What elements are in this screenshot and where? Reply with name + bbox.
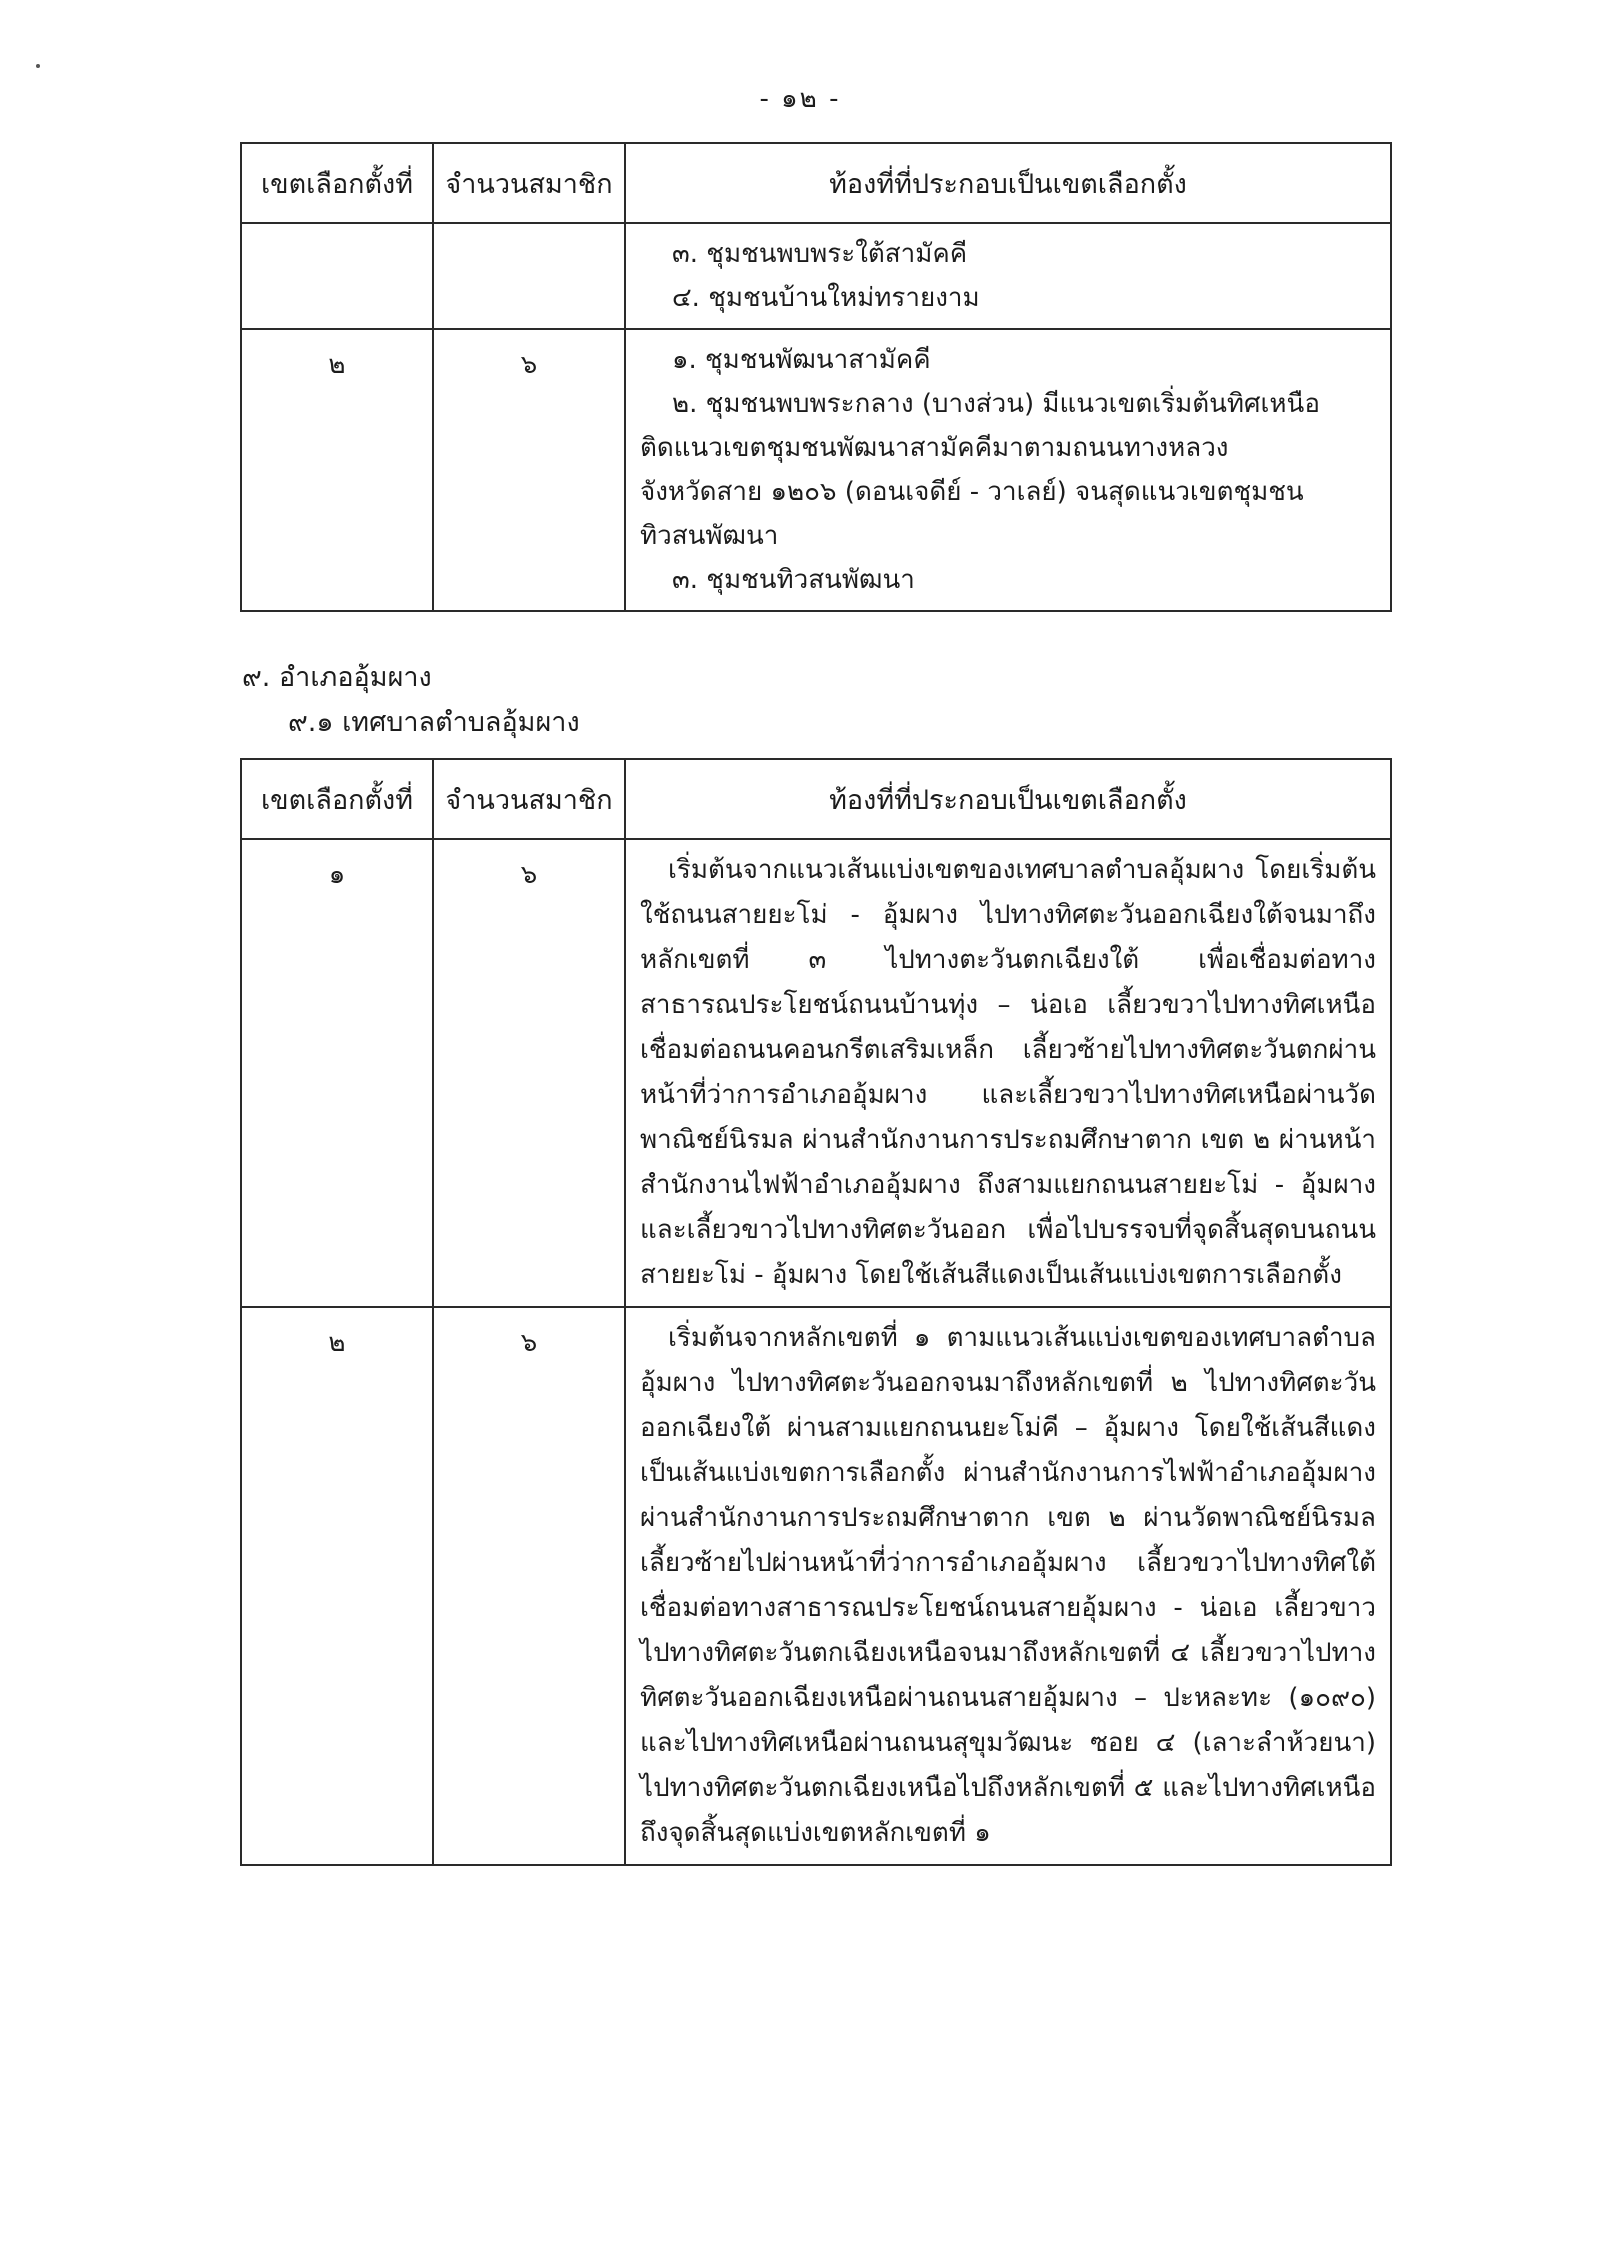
header-district: เขตเลือกตั้งที่ [241,143,433,223]
page-number: - ๑๒ - [759,84,841,114]
members-cell: ๖ [433,1307,625,1865]
header-area: ท้องที่ที่ประกอบเป็นเขตเลือกตั้ง [625,759,1391,839]
section-heading: ๙. อำเภออุ้มผาง [242,662,432,693]
members-cell [433,223,625,329]
district-cell: ๒ [241,329,433,611]
area-line: จังหวัดสาย ๑๒๐๖ (ดอนเจดีย์ - วาเลย์) จนสุดแนวเขตชุมชน [640,477,1304,507]
district-cell [241,223,433,329]
district-cell: ๑ [241,839,433,1307]
subsection-heading: ๙.๑ เทศบาลตำบลอุ้มผาง [288,707,580,738]
table-header-row [241,759,1391,839]
table-row [241,1307,1391,1865]
district-table-continued [240,142,1392,612]
table-row [241,329,1391,611]
members-cell: ๖ [433,839,625,1307]
table-row [241,223,1391,329]
members-cell: ๖ [433,329,625,611]
scan-speck [36,64,40,68]
area-description: เริ่มต้นจากแนวเส้นแบ่งเขตของเทศบาลตำบลอุ้มผาง โดยเริ่มต้นใช้ถนนสายยะโม่ - อุ้มผาง ไปทางทิศตะวันออกเฉียงใต้จนมาถึงหลักเขตที่ ๓ ไปทางตะวันตกเฉียงใต้ เพื่อเชื่อมต่อทางสาธารณประโยชน์ถนนบ้านทุ่ง – น่อเอ เลี้ยวขวาไปทางทิศเหนือ เชื่อมต่อถนนคอนกรีตเสริมเหล็ก เลี้ยวซ้ายไปทางทิศตะวันตกผ่านหน้าที่ว่าการอำเภออุ้มผาง และเลี้ยวขวาไปทางทิศเหนือผ่านวัดพาณิชย์นิรมล ผ่านสำนักงานการประถมศึกษาตาก เขต ๒ ผ่านหน้าสำนักงานไฟฟ้าอำเภออุ้มผาง ถึงสามแยกถนนสายยะโม่ - อุ้มผาง และเลี้ยวขาวไปทางทิศตะวันออก เพื่อไปบรรจบที่จุดสิ้นสุดบนถนนสายยะโม่ - อุ้มผาง โดยใช้เส้นสีแดงเป็นเส้นแบ่งเขตการเลือกตั้ง [640,855,1376,1290]
area-cell [625,329,1391,611]
header-members: จำนวนสมาชิก [433,759,625,839]
area-description: เริ่มต้นจากหลักเขตที่ ๑ ตามแนวเส้นแบ่งเขตของเทศบาลตำบลอุ้มผาง ไปทางทิศตะวันออกจนมาถึงหลักเขตที่ ๒ ไปทางทิศตะวันออกเฉียงใต้ ผ่านสามแยกถนนยะโม่คี – อุ้มผาง โดยใช้เส้นสีแดงเป็นเส้นแบ่งเขตการเลือกตั้ง ผ่านสำนักงานการไฟฟ้าอำเภออุ้มผาง ผ่านสำนักงานการประถมศึกษาตาก เขต ๒ ผ่านวัดพาณิชย์นิรมล เลี้ยวซ้ายไปผ่านหน้าที่ว่าการอำเภออุ้มผาง เลี้ยวขวาไปทางทิศใต้ เชื่อมต่อทางสาธารณประโยชน์ถนนสายอุ้มผาง - น่อเอ เลี้ยวขาวไปทางทิศตะวันตกเฉียงเหนือจนมาถึงหลักเขตที่ ๔ เลี้ยวขวาไปทางทิศตะวันออกเฉียงเหนือผ่านถนนสายอุ้มผาง – ปะหละทะ (๑๐๙๐) และไปทางทิศเหนือผ่านถนนสุขุมวัฒนะ ซอย ๔ (เลาะลำห้วยนา) ไปทางทิศตะวันตกเฉียงเหนือไปถึงหลักเขตที่ ๕ และไปทางทิศเหนือถึงจุดสิ้นสุดแบ่งเขตหลักเขตที่ ๑ [640,1323,1376,1848]
area-cell [625,839,1391,1307]
area-line: ติดแนวเขตชุมชนพัฒนาสามัคคีมาตามถนนทางหลวง [640,433,1229,463]
district-table-umphang [240,758,1392,1866]
area-line: ๓. ชุมชนทิวสนพัฒนา [672,565,915,595]
area-cell [625,1307,1391,1865]
header-area: ท้องที่ที่ประกอบเป็นเขตเลือกตั้ง [625,143,1391,223]
area-line: ๒. ชุมชนพบพระกลาง (บางส่วน) มีแนวเขตเริ่มต้นทิศเหนือ [672,389,1320,419]
table-header-row [241,143,1391,223]
header-members: จำนวนสมาชิก [433,143,625,223]
district-cell: ๒ [241,1307,433,1865]
area-cell [625,223,1391,329]
header-district: เขตเลือกตั้งที่ [241,759,433,839]
area-line: ๓. ชุมชนพบพระใต้สามัคคี [672,239,968,269]
table-row [241,839,1391,1307]
area-line: ๔. ชุมชนบ้านใหม่ทรายงาม [672,283,980,313]
area-line: ๑. ชุมชนพัฒนาสามัคคี [672,345,931,375]
area-line: ทิวสนพัฒนา [640,521,779,551]
